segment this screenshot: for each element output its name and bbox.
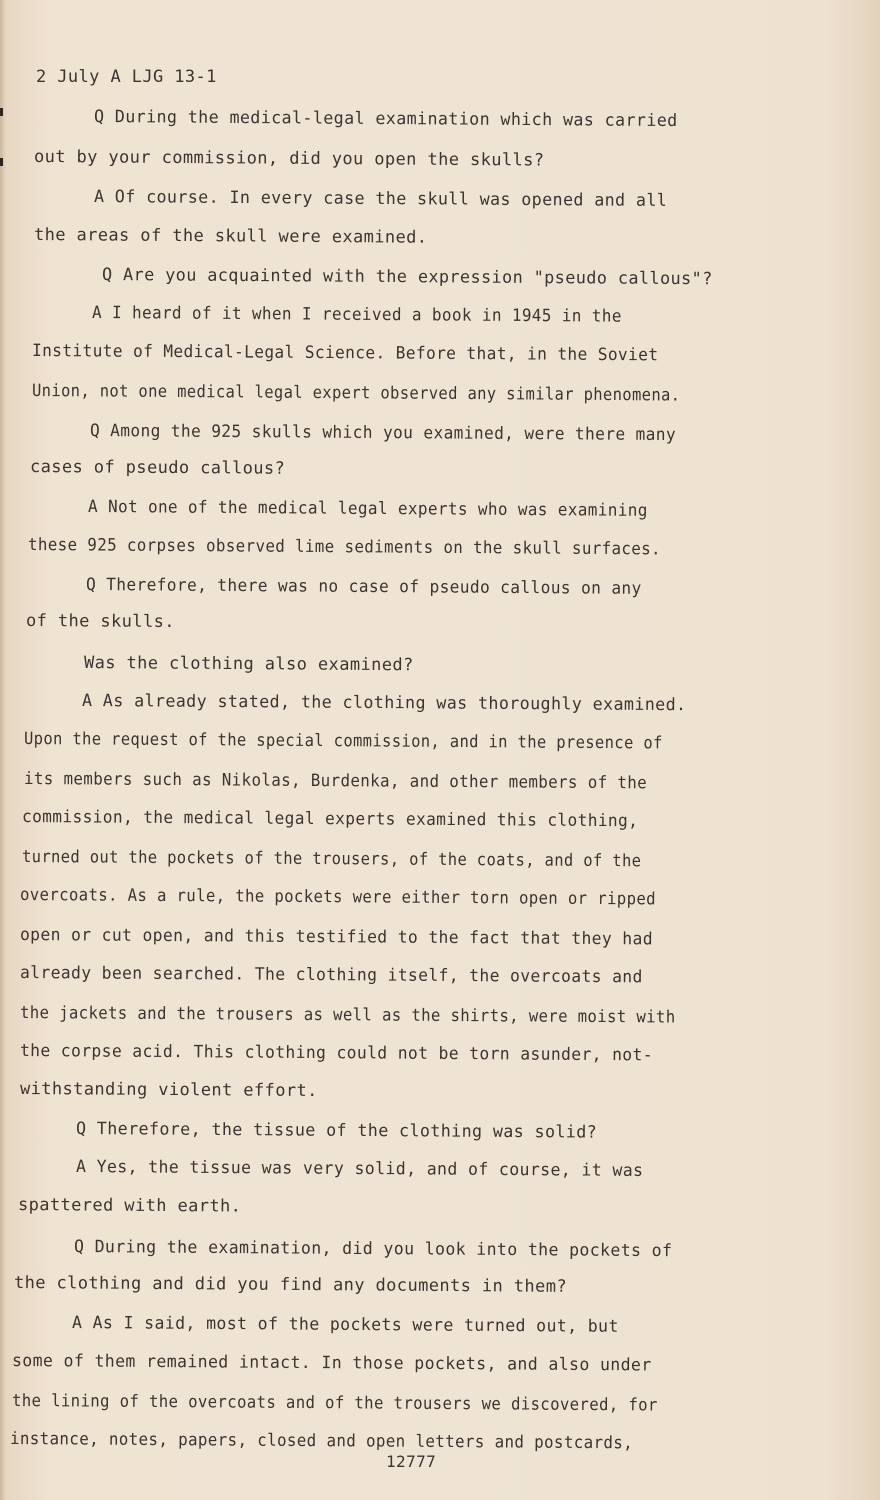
text-line: the jackets and the trousers as well as the shirts, were moist with bbox=[19, 1003, 676, 1028]
text-line: these 925 corpses observed lime sediments on the skull surfaces. bbox=[27, 535, 662, 560]
text-line: commission, the medical legal experts examined this clothing, bbox=[21, 807, 639, 832]
text-line: Q Therefore, the tissue of the clothing was solid? bbox=[75, 1119, 598, 1143]
text-line: Was the clothing also examined? bbox=[83, 653, 414, 676]
text-line: A As already stated, the clothing was thoroughly examined. bbox=[81, 691, 687, 716]
text-line: Q Therefore, there was no case of pseudo callous on any bbox=[85, 575, 642, 599]
page-header: 2 July A LJG 13-1 bbox=[36, 67, 217, 87]
binder-hole-mark bbox=[0, 108, 3, 116]
text-line: Upon the request of the special commission, and in the presence of bbox=[23, 729, 663, 754]
text-line: overcoats. As a rule, the pockets were either torn open or ripped bbox=[19, 885, 657, 910]
text-line: of the skulls. bbox=[25, 611, 175, 633]
text-line: out by your commission, did you open the skulls? bbox=[33, 147, 545, 171]
binder-hole-mark bbox=[0, 158, 3, 166]
text-line: the corpse acid. This clothing could not be torn asunder, not- bbox=[19, 1041, 654, 1066]
text-line: A As I said, most of the pockets were turned out, but bbox=[71, 1313, 619, 1337]
text-line: Q During the medical-legal examination which was carried bbox=[93, 107, 678, 132]
page-number: 12777 bbox=[386, 1452, 437, 1471]
text-line: the lining of the overcoats and of the trousers we discovered, for bbox=[11, 1391, 658, 1416]
text-line: spattered with earth. bbox=[17, 1195, 242, 1217]
text-line: Institute of Medical-Legal Science. Before that, in the Soviet bbox=[31, 341, 659, 366]
text-line: its members such as Nikolas, Burdenka, and other members of the bbox=[23, 769, 648, 794]
text-line: cases of pseudo callous? bbox=[29, 457, 286, 479]
text-line: already been searched. The clothing itself, the overcoats and bbox=[19, 963, 643, 988]
text-line: turned out the pockets of the trousers, of the coats, and of the bbox=[21, 847, 642, 872]
text-line: A Yes, the tissue was very solid, and of course, it was bbox=[75, 1157, 644, 1181]
text-line: A Of course. In every case the skull was opened and all bbox=[93, 187, 668, 212]
text-line: Union, not one medical legal expert observed any similar phenomena. bbox=[31, 381, 681, 406]
text-line: Q Among the 925 skulls which you examined, were there many bbox=[89, 421, 677, 446]
text-line: A Not one of the medical legal experts who was examining bbox=[87, 497, 648, 521]
text-line: A I heard of it when I received a book in 1945 in the bbox=[91, 303, 622, 327]
text-line: withstanding violent effort. bbox=[19, 1079, 318, 1102]
text-line: open or cut open, and this testified to the fact that they had bbox=[19, 925, 654, 950]
text-line: some of them remained intact. In those pockets, and also under bbox=[11, 1351, 652, 1376]
text-line: the clothing and did you find any documents in them? bbox=[13, 1273, 568, 1297]
text-line: instance, notes, papers, closed and open letters and postcards, bbox=[9, 1429, 634, 1454]
text-line: the areas of the skull were examined. bbox=[33, 225, 428, 248]
text-line: Q Are you acquainted with the expression "pseudo callous"? bbox=[101, 265, 713, 290]
text-line: Q During the examination, did you look into the pockets of bbox=[73, 1237, 673, 1262]
